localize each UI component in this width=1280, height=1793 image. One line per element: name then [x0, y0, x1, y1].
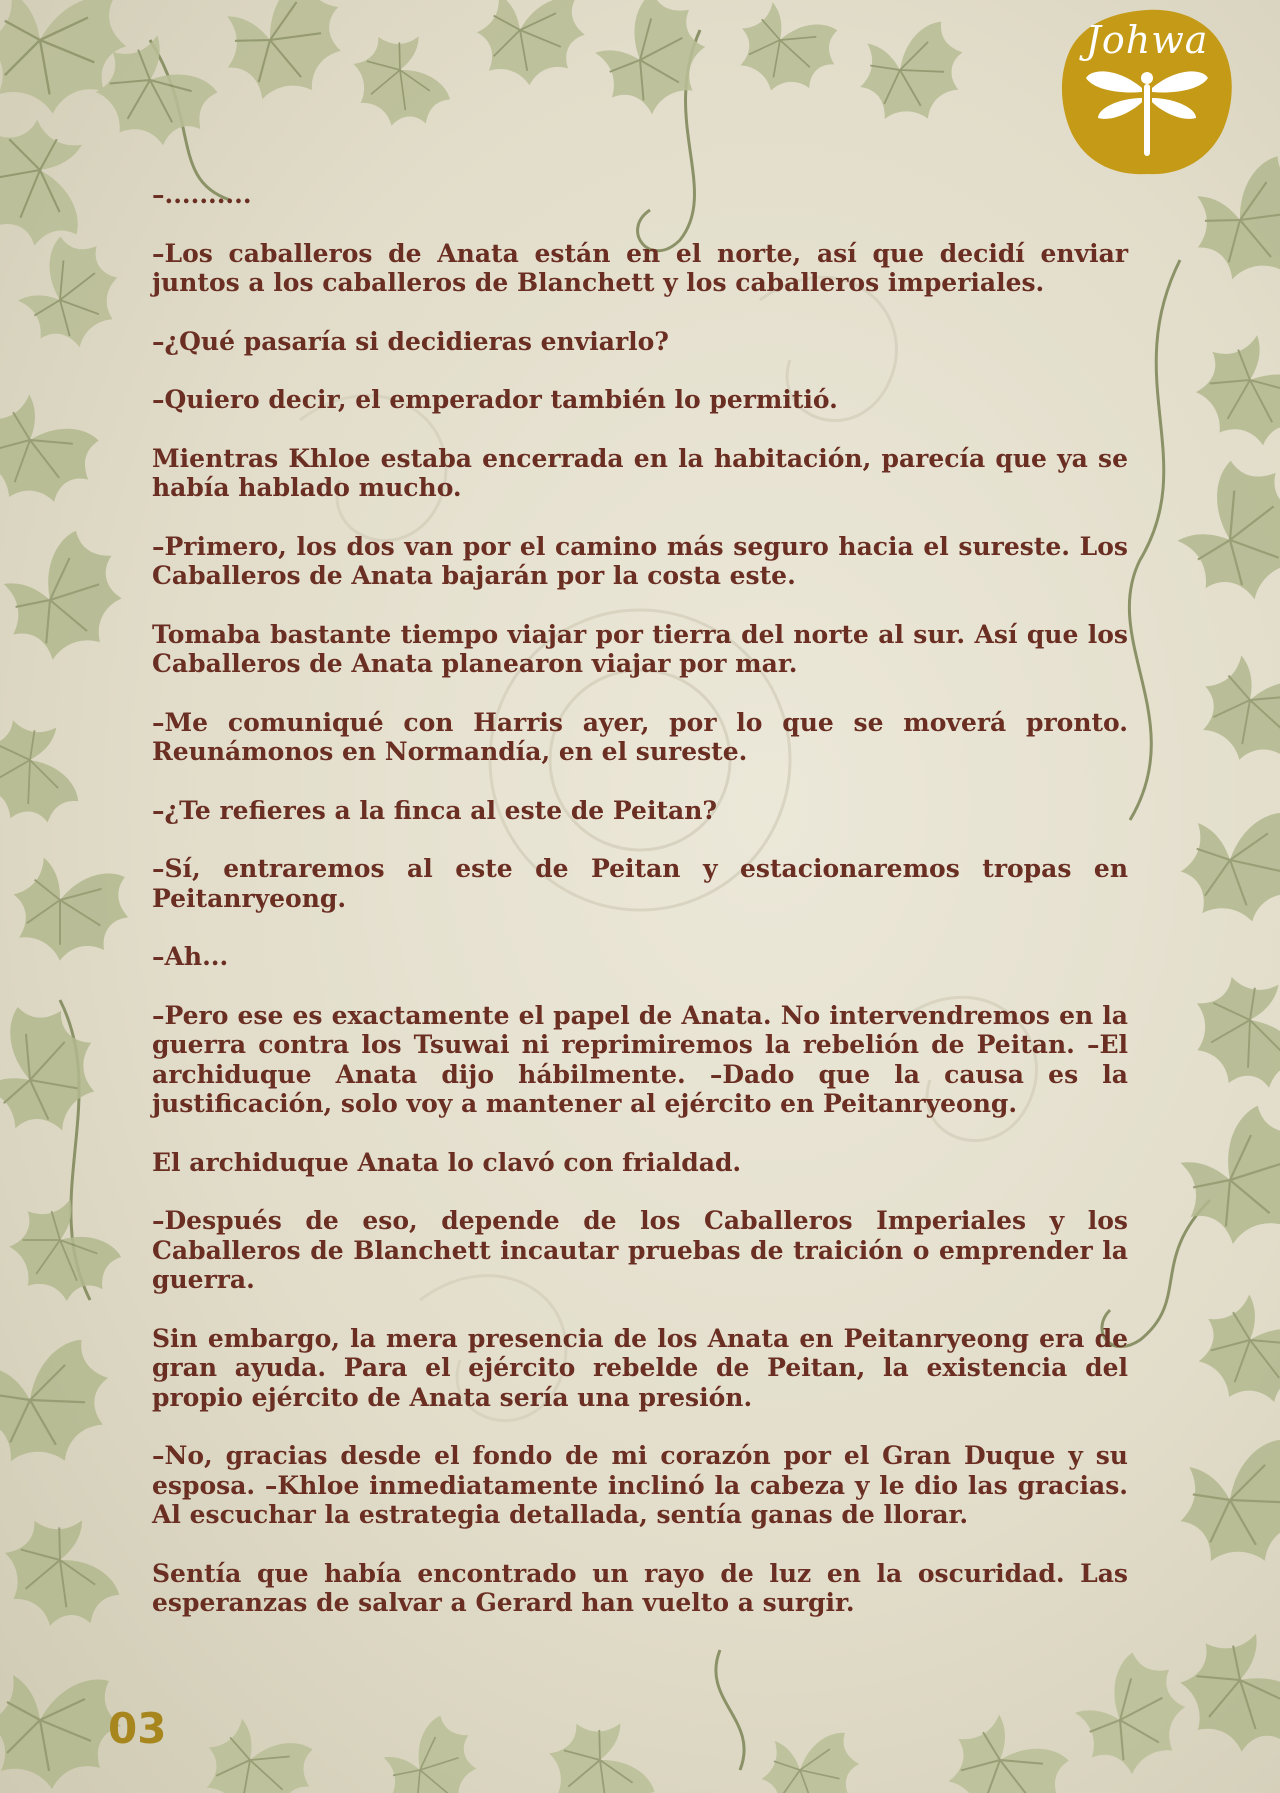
paragraph: El archiduque Anata lo clavó con frialdad.	[152, 1147, 742, 1177]
johwa-logo	[1058, 6, 1236, 178]
paragraph: –Sí, entraremos al este de Peitan y estacionaremos tropas en Peitanryeong.	[152, 854, 1128, 913]
paragraph: –Después de eso, depende de los Caballeros Imperiales y los Caballeros de Blanchett incautar pruebas de traición o emprender la guerra.	[152, 1206, 1128, 1294]
paragraph: Sentía que había encontrado un rayo de luz en la oscuridad. Las esperanzas de salvar a Gerard han vuelto a surgir.	[152, 1558, 1128, 1617]
paragraph: –Pero ese es exactamente el papel de Anata. No intervendremos en la guerra contra los Tsuwai ni reprimiremos la rebelión de Peitan. –El archiduque Anata dijo hábilmente. –Dado que la causa es la justificación, solo voy a mantener al ejército en Peitanryeong.	[152, 1000, 1128, 1118]
paragraph: –No, gracias desde el fondo de mi corazón por el Gran Duque y su esposa. –Khloe inmediatamente inclinó la cabeza y le dio las gracias. Al escuchar la estrategia detallada, sentía ganas de llorar.	[152, 1441, 1128, 1529]
story-text	[152, 180, 1128, 1647]
paragraph: –Quiero decir, el emperador también lo permitió.	[152, 385, 838, 414]
logo-text: Johwa	[1085, 18, 1209, 62]
page-number: 03	[108, 1704, 167, 1753]
paragraph: –..........	[152, 180, 252, 209]
paragraph: Sin embargo, la mera presencia de los Anata en Peitanryeong era de gran ayuda. Para el ejército rebelde de Peitan, la existencia del propio ejército de Anata sería una presión.	[152, 1323, 1128, 1412]
paragraph: –Me comuniqué con Harris ayer, por lo que se moverá pronto. Reunámonos en Normandía, en el sureste.	[152, 707, 1128, 766]
paragraph: –Los caballeros de Anata están en el norte, así que decidí enviar juntos a los caballeros de Blanchett y los caballeros imperiales.	[152, 238, 1128, 297]
paragraph: –Ah...	[152, 942, 229, 971]
paragraph: Mientras Khloe estaba encerrada en la habitación, parecía que ya se había hablado mucho.	[152, 443, 1128, 502]
paragraph: –¿Te refieres a la finca al este de Peitan?	[152, 795, 718, 825]
paragraph: Tomaba bastante tiempo viajar por tierra del norte al sur. Así que los Caballeros de Anata planearon viajar por mar.	[152, 619, 1128, 678]
paragraph: –Primero, los dos van por el camino más seguro hacia el sureste. Los Caballeros de Anata bajarán por la costa este.	[152, 531, 1128, 590]
paragraph: –¿Qué pasaría si decidieras enviarlo?	[152, 326, 669, 356]
